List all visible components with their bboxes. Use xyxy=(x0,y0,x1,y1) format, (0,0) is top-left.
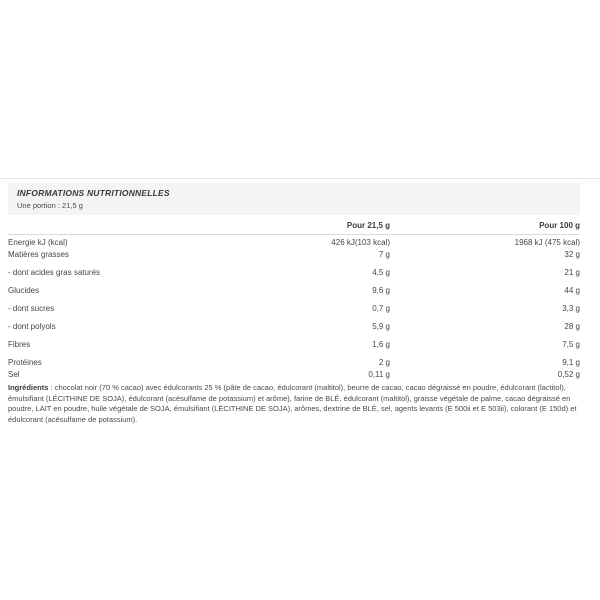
row-value-per-100g: 0,52 g xyxy=(557,370,580,379)
row-value-per-portion: 9,6 g xyxy=(372,286,390,295)
portion-size-label: Une portion : 21,5 g xyxy=(17,201,83,210)
row-value-per-100g: 32 g xyxy=(564,250,580,259)
nutrition-header-box xyxy=(8,183,580,215)
nutrition-section xyxy=(8,183,580,425)
row-value-per-portion: 5,9 g xyxy=(372,322,390,331)
row-value-per-100g: 3,3 g xyxy=(562,304,580,313)
row-value-per-portion: 0,11 g xyxy=(368,370,390,379)
nutrition-row xyxy=(8,369,580,381)
nutrition-row xyxy=(8,357,580,369)
ingredients-paragraph xyxy=(8,383,580,425)
row-value-per-100g: 7,5 g xyxy=(562,340,580,349)
row-label: - dont acides gras saturés xyxy=(8,268,101,277)
nutrition-row xyxy=(8,303,580,315)
nutrition-row xyxy=(8,267,580,279)
section-divider xyxy=(0,178,600,179)
row-value-per-100g: 21 g xyxy=(564,268,580,277)
nutrition-table-body xyxy=(8,237,580,381)
row-value-per-100g: 44 g xyxy=(564,286,580,295)
row-label: Energie kJ (kcal) xyxy=(8,238,68,247)
row-label: Matières grasses xyxy=(8,250,69,259)
row-value-per-100g: 9,1 g xyxy=(562,358,580,367)
row-label: Fibres xyxy=(8,340,31,349)
row-label: Glucides xyxy=(8,286,40,295)
column-header-empty xyxy=(8,221,220,230)
nutrition-table-header xyxy=(8,219,580,235)
nutrition-row xyxy=(8,285,580,297)
row-label: - dont sucres xyxy=(8,304,55,313)
nutrition-row xyxy=(8,321,580,333)
ingredients-text: : chocolat noir (70 % cacao) avec édulcorants 25 % (pâte de cacao, édulcorant (maltitol), beurre de cacao, cacao dégraissé en poudre, édulcorant (lactitol), émulsifiant (LÉCITHINE DE SOJA), édulcorant (acésulfame de potassium) et arôme), farine de BLÉ, édulcorant (maltitol), graisse végétale de palme, cacao dégraissé en poudre, LAIT en poudre, huile végétale de SOJA, émulsifiant (LÉCITHINE DE SOJA), arômes, dextrine de BLÉ, sel, agents levants (E 500ii et E 503ii), colorant (E 150d) et édulcorant (acésulfame de potassium). xyxy=(8,383,577,424)
row-value-per-portion: 4,5 g xyxy=(372,268,390,277)
row-value-per-portion: 1,6 g xyxy=(372,340,390,349)
row-value-per-portion: 7 g xyxy=(378,250,390,259)
column-header-per-100g: Pour 100 g xyxy=(539,221,580,230)
nutrition-row xyxy=(8,339,580,351)
row-value-per-portion: 426 kJ(103 kcal) xyxy=(331,238,390,247)
nutrition-row xyxy=(8,249,580,261)
nutrition-row xyxy=(8,237,580,249)
column-header-per-portion: Pour 21,5 g xyxy=(346,221,390,230)
ingredients-label: Ingrédients xyxy=(8,383,49,392)
row-value-per-portion: 2 g xyxy=(378,358,390,367)
row-value-per-100g: 28 g xyxy=(564,322,580,331)
row-value-per-100g: 1968 kJ (475 kcal) xyxy=(514,238,580,247)
row-value-per-portion: 0,7 g xyxy=(372,304,390,313)
row-label: Sel xyxy=(8,370,20,379)
row-label: Protéines xyxy=(8,358,42,367)
section-title: INFORMATIONS NUTRITIONNELLES xyxy=(17,188,170,198)
row-label: - dont polyols xyxy=(8,322,56,331)
